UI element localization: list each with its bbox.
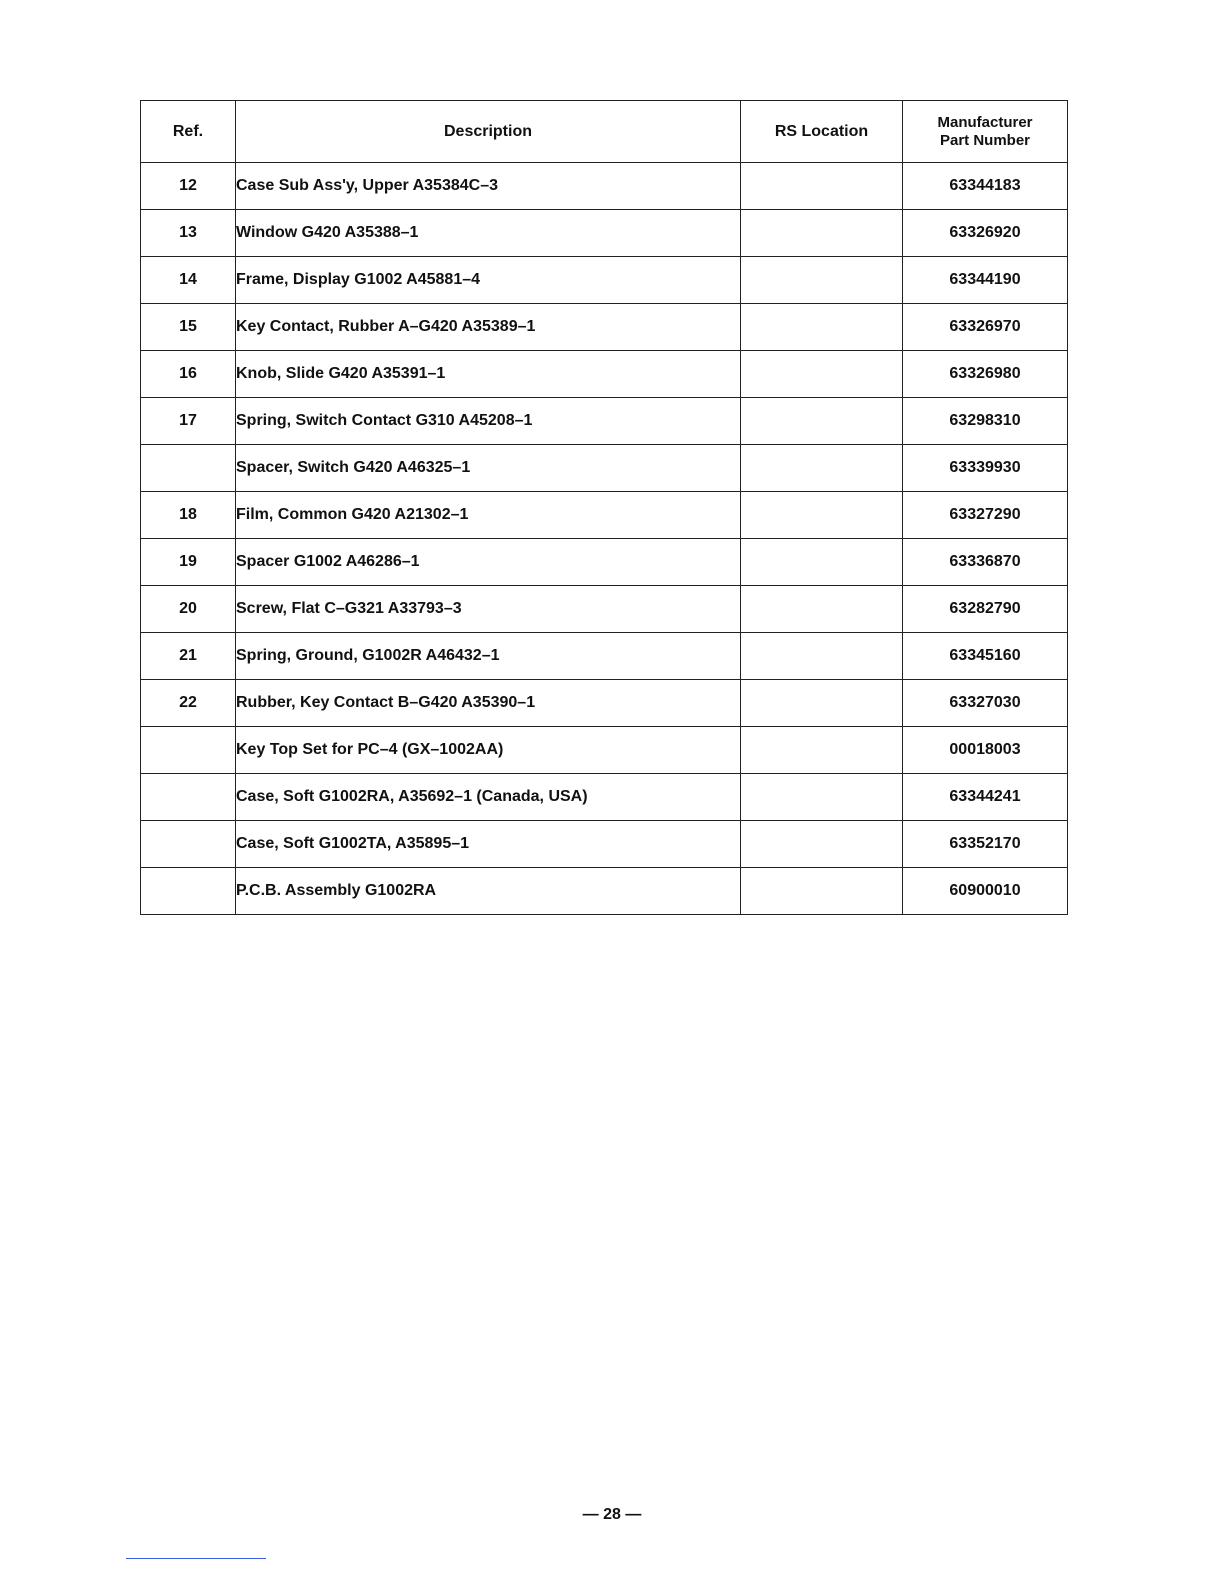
part-number-cell: 63344190: [903, 257, 1068, 304]
description-cell: Screw, Flat C–G321 A33793–3: [236, 586, 741, 633]
table-row: [141, 163, 1068, 210]
part-number-cell: 63345160: [903, 633, 1068, 680]
rs-location-cell: [741, 633, 903, 680]
table-header-row: [141, 101, 1068, 163]
ref-cell: 17: [141, 398, 236, 445]
description-cell: Rubber, Key Contact B–G420 A35390–1: [236, 680, 741, 727]
part-number-cell: 00018003: [903, 727, 1068, 774]
part-number-cell: 63326920: [903, 210, 1068, 257]
table-row: [141, 539, 1068, 586]
description-cell: Spring, Switch Contact G310 A45208–1: [236, 398, 741, 445]
part-number-cell: 63344183: [903, 163, 1068, 210]
ref-cell: 19: [141, 539, 236, 586]
header-manufacturer-part-number: [903, 101, 1068, 163]
ref-cell: 15: [141, 304, 236, 351]
parts-list-table: [140, 100, 1068, 915]
ref-cell: [141, 774, 236, 821]
table-row: [141, 868, 1068, 915]
rs-location-cell: [741, 210, 903, 257]
description-cell: Spacer G1002 A46286–1: [236, 539, 741, 586]
header-mfr-line2: Part Number: [939, 131, 1031, 149]
table-row: [141, 586, 1068, 633]
rs-location-cell: [741, 445, 903, 492]
table-row: [141, 257, 1068, 304]
description-cell: P.C.B. Assembly G1002RA: [236, 868, 741, 915]
table-row: [141, 727, 1068, 774]
ref-cell: 13: [141, 210, 236, 257]
rs-location-cell: [741, 868, 903, 915]
ref-cell: 22: [141, 680, 236, 727]
description-cell: Case, Soft G1002TA, A35895–1: [236, 821, 741, 868]
rs-location-cell: [741, 821, 903, 868]
page-number: — 28 —: [582, 1506, 642, 1523]
table-row: [141, 304, 1068, 351]
table-row: [141, 351, 1068, 398]
table-row: [141, 445, 1068, 492]
rs-location-cell: [741, 304, 903, 351]
description-cell: Case, Soft G1002RA, A35692–1 (Canada, USA): [236, 774, 741, 821]
rs-location-cell: [741, 163, 903, 210]
ref-cell: 14: [141, 257, 236, 304]
table-row: [141, 821, 1068, 868]
header-description: Description: [236, 101, 741, 163]
ref-cell: 21: [141, 633, 236, 680]
part-number-cell: 63327030: [903, 680, 1068, 727]
rs-location-cell: [741, 586, 903, 633]
header-mfr-line1: Manufacturer: [937, 113, 1033, 131]
description-cell: Case Sub Ass'y, Upper A35384C–3: [236, 163, 741, 210]
rs-location-cell: [741, 257, 903, 304]
part-number-cell: 63352170: [903, 821, 1068, 868]
description-cell: Film, Common G420 A21302–1: [236, 492, 741, 539]
rs-location-cell: [741, 539, 903, 586]
part-number-cell: 60900010: [903, 868, 1068, 915]
rs-location-cell: [741, 398, 903, 445]
ref-cell: [141, 868, 236, 915]
ref-cell: [141, 727, 236, 774]
description-cell: Window G420 A35388–1: [236, 210, 741, 257]
description-cell: Knob, Slide G420 A35391–1: [236, 351, 741, 398]
description-cell: Key Contact, Rubber A–G420 A35389–1: [236, 304, 741, 351]
rs-location-cell: [741, 727, 903, 774]
ref-cell: 20: [141, 586, 236, 633]
table-row: [141, 680, 1068, 727]
table-row: [141, 492, 1068, 539]
ref-cell: [141, 821, 236, 868]
description-cell: Spacer, Switch G420 A46325–1: [236, 445, 741, 492]
header-ref: Ref.: [141, 101, 236, 163]
rs-location-cell: [741, 774, 903, 821]
rs-location-cell: [741, 492, 903, 539]
rs-location-cell: [741, 351, 903, 398]
part-number-cell: 63326970: [903, 304, 1068, 351]
part-number-cell: 63344241: [903, 774, 1068, 821]
part-number-cell: 63298310: [903, 398, 1068, 445]
part-number-cell: 63327290: [903, 492, 1068, 539]
table-row: [141, 774, 1068, 821]
part-number-cell: 63336870: [903, 539, 1068, 586]
description-cell: Key Top Set for PC–4 (GX–1002AA): [236, 727, 741, 774]
header-rs-location: RS Location: [741, 101, 903, 163]
ref-cell: 16: [141, 351, 236, 398]
description-cell: Frame, Display G1002 A45881–4: [236, 257, 741, 304]
ref-cell: 12: [141, 163, 236, 210]
table-row: [141, 210, 1068, 257]
description-cell: Spring, Ground, G1002R A46432–1: [236, 633, 741, 680]
part-number-cell: 63326980: [903, 351, 1068, 398]
rs-location-cell: [741, 680, 903, 727]
table-row: [141, 633, 1068, 680]
part-number-cell: 63282790: [903, 586, 1068, 633]
ref-cell: [141, 445, 236, 492]
footer-rule: [126, 1558, 266, 1559]
table-row: [141, 398, 1068, 445]
ref-cell: 18: [141, 492, 236, 539]
part-number-cell: 63339930: [903, 445, 1068, 492]
